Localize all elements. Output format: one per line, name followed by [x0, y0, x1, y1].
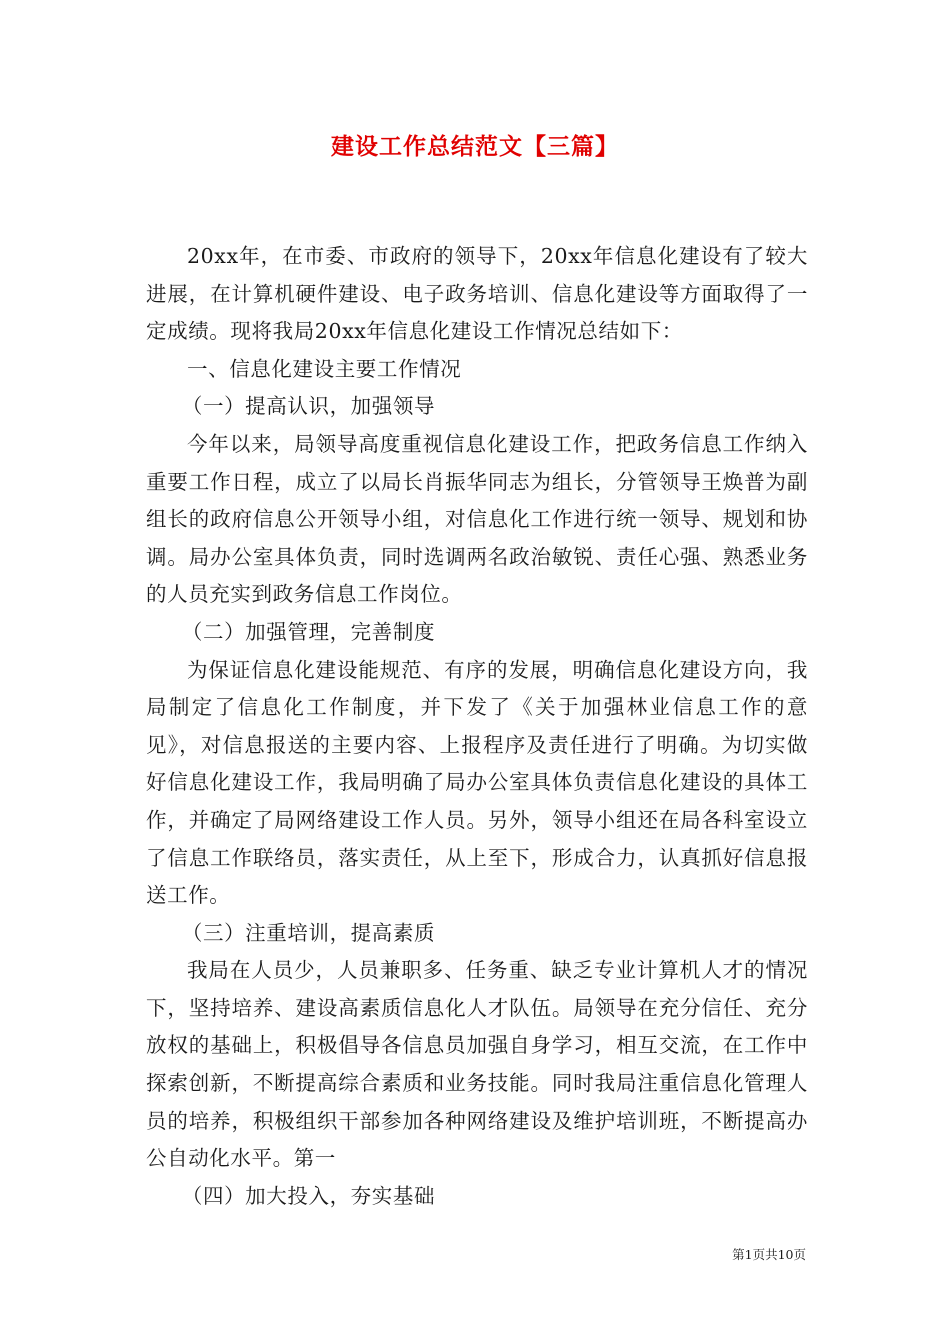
page-number-footer: 第1页共10页 — [732, 1247, 806, 1262]
paragraph-intro: 20xx年，在市委、市政府的领导下，20xx年信息化建设有了较大进展，在计算机硬件建设、电子政务培训、信息化建设等方面取得了一定成绩。现将我局20xx年信息化建设工作情况总结如下： — [146, 244, 808, 344]
document-title: 建设工作总结范文【三篇】 — [331, 133, 619, 160]
paragraph-3: 我局在人员少，人员兼职多、任务重、缺乏专业计算机人才的情况下，坚持培养、建设高素质信息化人才队伍。局领导在充分信任、充分放权的基础上，积极倡导各信息员加强自身学习，相互交流，在工作中探索创新，不断提高综合素质和业务技能。同时我局注重信息化管理人员的培养，积极组织干部参加各种网络建设及维护培训班，不断提高办公自动化水平。第一 — [146, 958, 808, 1171]
subsection-heading-4: （四）加大投入，夯实基础 — [181, 1183, 436, 1208]
subsection-heading-1: （一）提高认识，加强领导 — [181, 394, 436, 419]
subsection-heading-2: （二）加强管理，完善制度 — [181, 619, 436, 644]
paragraph-1: 今年以来，局领导高度重视信息化建设工作，把政务信息工作纳入重要工作日程，成立了以局长肖振华同志为组长，分管领导王焕普为副组长的政府信息公开领导小组，对信息化工作进行统一领导、规划和协调。局办公室具体负责，同时选调两名政治敏锐、责任心强、熟悉业务的人员充实到政务信息工作岗位。 — [146, 431, 808, 607]
document-body — [146, 238, 808, 1215]
section-heading-1: 一、信息化建设主要工作情况 — [187, 356, 462, 381]
paragraph-2: 为保证信息化建设能规范、有序的发展，明确信息化建设方向，我局制定了信息化工作制度，并下发了《关于加强林业信息工作的意见》，对信息报送的主要内容、上报程序及责任进行了明确。为切实做好信息化建设工作，我局明确了局办公室具体负责信息化建设的具体工作，并确定了局网络建设工作人员。另外，领导小组还在局各科室设立了信息工作联络员，落实责任，从上至下，形成合力，认真抓好信息报送工作。 — [146, 657, 808, 908]
subsection-heading-3: （三）注重培训，提高素质 — [181, 920, 436, 945]
